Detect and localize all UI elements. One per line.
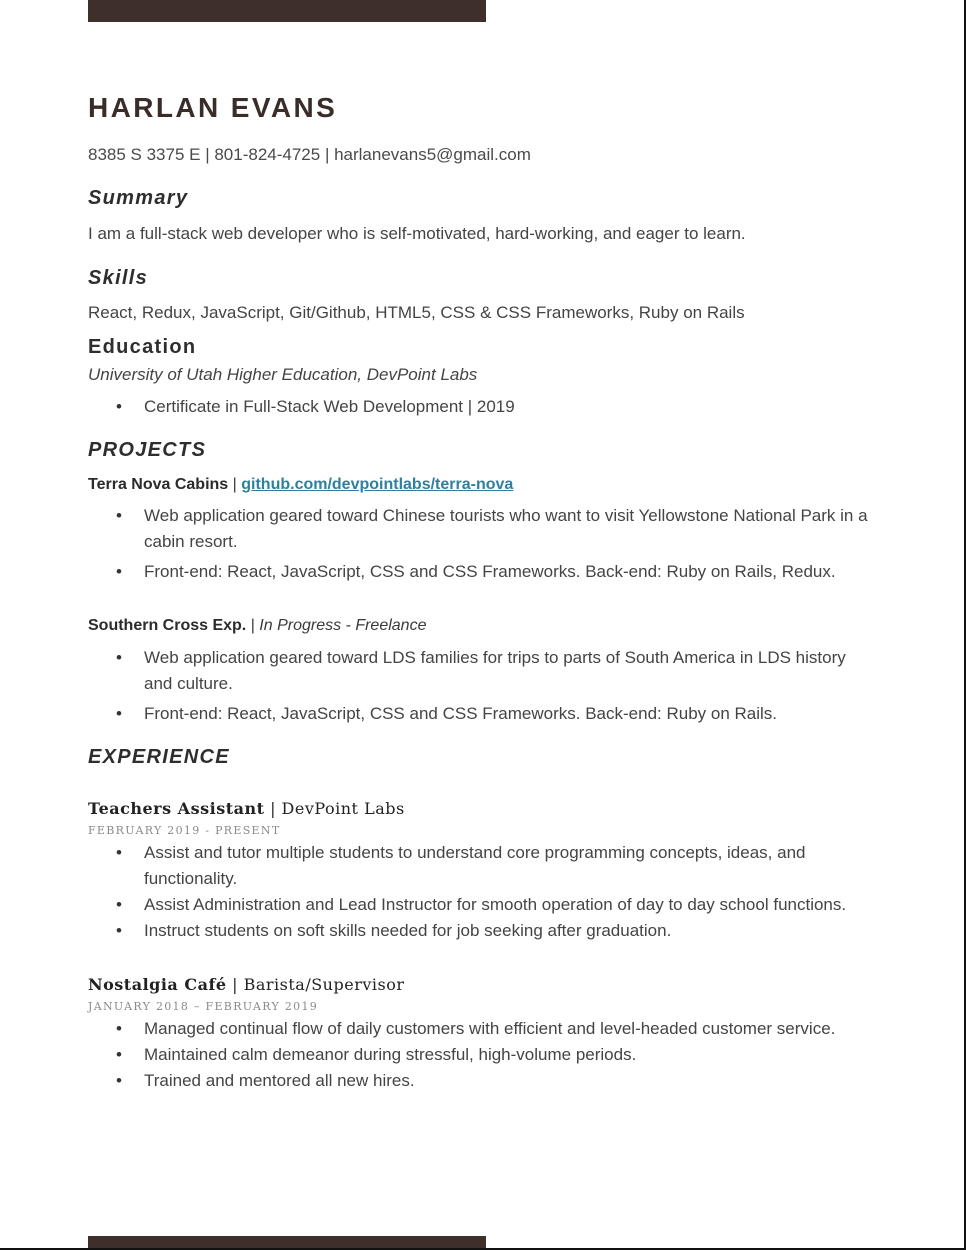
project-title: Southern Cross Exp. [88,617,247,634]
education-school: University of Utah Higher Education, DevPoint Labs [88,365,478,384]
list-item: • Managed continual flow of daily customers with efficient and level-headed customer service. [88,1016,878,1042]
top-decorative-bar [88,0,486,22]
list-item: • Web application geared toward Chinese tourists who want to visit Yellowstone National Park in a cabin resort. [88,503,878,555]
job-dates: JANUARY 2018 – FEBRUARY 2019 [88,1000,319,1013]
project-github-link[interactable]: github.com/devpointlabs/terra-nova [241,476,514,493]
job-org: DevPoint Labs [281,799,405,818]
list-item: • Maintained calm demeanor during stressful, high-volume periods. [88,1042,878,1068]
job-separator: | [264,799,282,818]
project-terra-nova [88,476,513,494]
job-dates: FEBRUARY 2019 - PRESENT [88,824,281,837]
candidate-name: HARLAN EVANS [88,92,338,123]
projects-heading: PROJECTS [88,439,207,461]
project-status: In Progress - Freelance [259,617,427,634]
list-item: • Assist and tutor multiple students to understand core programming concepts, ideas, and functionality. [88,840,878,892]
list-item: • Certificate in Full-Stack Web Development | 2019 [88,394,878,420]
job-org: Barista/Supervisor [243,975,405,994]
education-bullets [88,394,878,420]
list-item: • Web application geared toward LDS families for trips to parts of South America in LDS history and culture. [88,645,878,697]
education-heading: Education [88,336,197,358]
list-item: • Trained and mentored all new hires. [88,1068,878,1094]
list-item: • Assist Administration and Lead Instructor for smooth operation of day to day school functions. [88,892,878,918]
list-item: • Instruct students on soft skills needed for job seeking after graduation. [88,918,878,944]
list-item: • Front-end: React, JavaScript, CSS and CSS Frameworks. Back-end: Ruby on Rails. [88,701,878,727]
job-title: Teachers Assistant [88,799,265,818]
project-separator: | [228,476,242,493]
job-title-line [88,799,405,818]
job-title-line [88,975,404,994]
project-title: Terra Nova Cabins [88,476,229,493]
project-southern-cross [88,617,426,635]
project-separator: | [246,617,260,634]
job-bullets [88,1016,878,1094]
job-separator: | [226,975,244,994]
job-title: Nostalgia Café [88,975,227,994]
summary-text: I am a full-stack web developer who is self-motivated, hard-working, and eager to learn. [88,224,746,243]
project-terra-nova-bullets [88,503,878,585]
project-southern-cross-bullets [88,645,878,727]
list-item: • Front-end: React, JavaScript, CSS and CSS Frameworks. Back-end: Ruby on Rails, Redux. [88,559,878,585]
skills-text: React, Redux, JavaScript, Git/Github, HTML5, CSS & CSS Frameworks, Ruby on Rails [88,303,745,322]
experience-heading: EXPERIENCE [88,746,230,768]
skills-heading: Skills [88,267,149,289]
summary-heading: Summary [88,187,189,209]
contact-line: 8385 S 3375 E | 801-824-4725 | harlanevans5@gmail.com [88,145,531,164]
job-bullets [88,840,878,944]
